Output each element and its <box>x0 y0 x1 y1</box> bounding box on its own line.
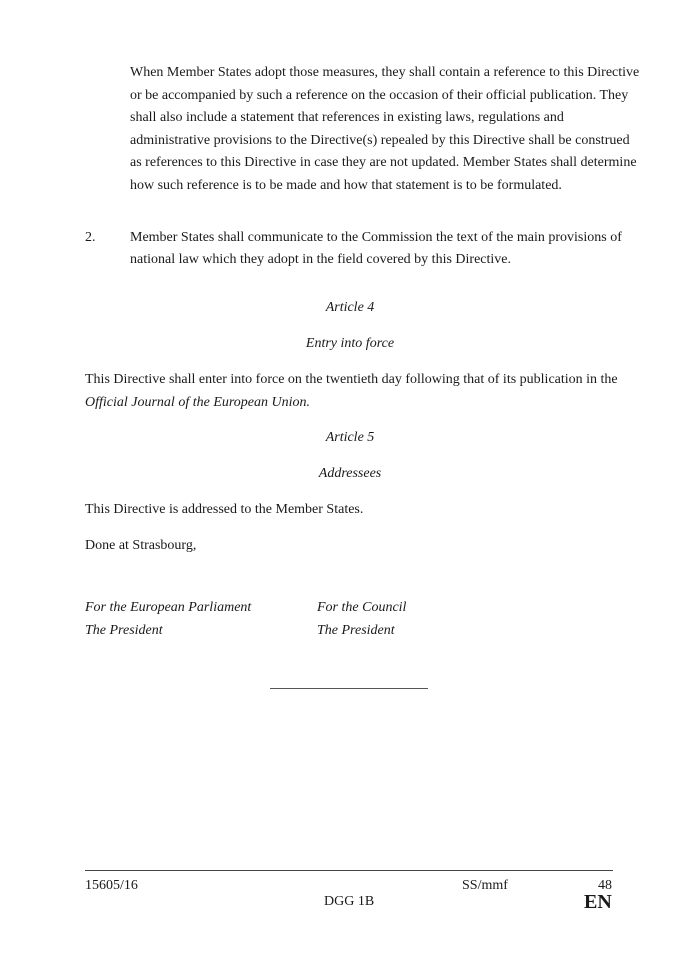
article-4-body-line: This Directive shall enter into force on the twentieth day following that of its publication in the <box>85 372 618 387</box>
paragraph-1-line: When Member States adopt those measures, they shall contain a reference to this Directive <box>130 65 640 80</box>
footer-doc-number: 15605/16 <box>85 878 138 893</box>
footer-language: EN <box>584 891 612 913</box>
signature-parliament: For the European Parliament <box>85 600 252 615</box>
paragraph-2-line: national law which they adopt in the field covered by this Directive. <box>130 252 511 267</box>
signature-parliament-president: The President <box>85 623 163 638</box>
paragraph-1-line: as references to this Directive in case they are not updated. Member States shall determine <box>130 155 637 170</box>
end-separator <box>270 688 428 689</box>
footer-initials: SS/mmf <box>462 878 508 893</box>
signature-council-president: The President <box>317 623 395 638</box>
paragraph-2-number: 2. <box>85 230 96 245</box>
signature-council: For the Council <box>317 600 407 615</box>
article-4-heading: Article 4 <box>325 300 375 315</box>
paragraph-1-line: shall also include a statement that references in existing laws, regulations and <box>130 110 564 125</box>
article-4-title: Entry into force <box>305 336 395 351</box>
paragraph-2-line: Member States shall communicate to the Commission the text of the main provisions of <box>130 230 622 245</box>
article-5-heading: Article 5 <box>325 430 375 445</box>
done-at-line: Done at Strasbourg, <box>85 538 197 553</box>
footer-department: DGG 1B <box>324 894 375 909</box>
footer-rule <box>85 870 613 871</box>
paragraph-1-line: how such reference is to be made and how that statement is to be formulated. <box>130 178 562 193</box>
journal-reference: Official Journal of the European Union. <box>85 395 311 410</box>
paragraph-1-line: or be accompanied by such a reference on the occasion of their official publication. They <box>130 88 629 103</box>
article-5-title: Addressees <box>318 466 382 481</box>
article-5-body: This Directive is addressed to the Member States. <box>85 502 364 517</box>
paragraph-1-line: administrative provisions to the Directive(s) repealed by this Directive shall be construed <box>130 133 630 148</box>
footer-page-number: 48 <box>598 878 612 893</box>
